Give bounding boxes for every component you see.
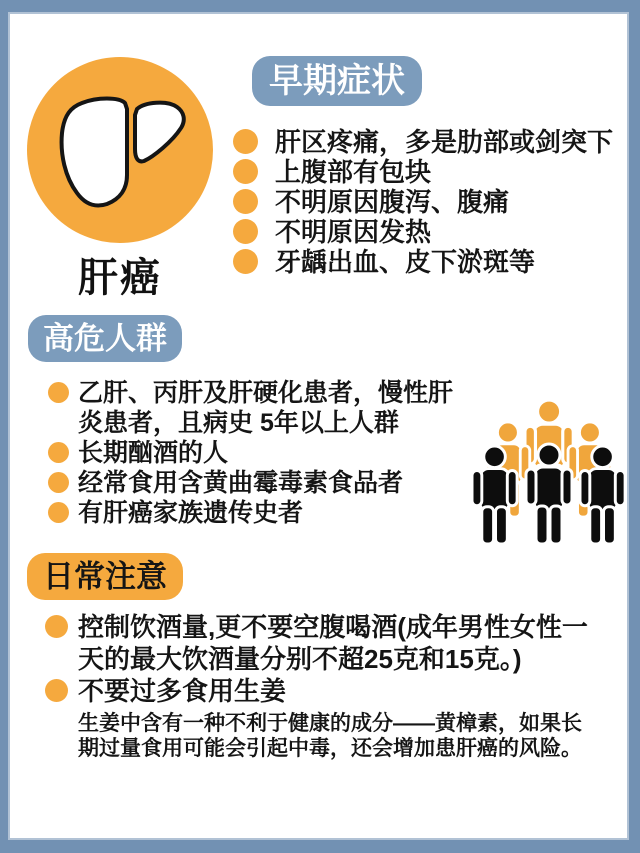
bullet-dot-icon [45,679,68,702]
daily-text: 不要过多食用生姜 [78,676,287,706]
list-item [233,187,627,217]
bullet-dot-icon [48,442,69,463]
symptom-text: 牙龋出血、皮下淤斑等 [275,247,536,277]
bullet-dot-icon [48,472,69,493]
list-item [233,127,627,157]
high-risk-badge: 高危人群 [28,315,182,362]
risk-text: 经常食用含黄曲霉毒素食品者 [78,469,404,497]
daily-text: 控制饮酒量,更不要空腹喝酒(成年男性女性一天的最大饮酒量分别不超25克和15克。) [78,612,588,674]
liver-icon [27,57,213,243]
list-item [45,675,605,761]
disease-title: 肝癌 [78,256,162,300]
bullet-dot-icon [233,219,258,244]
high-risk-list [48,378,468,528]
list-item [233,157,627,187]
infographic-card [10,14,627,838]
bullet-dot-icon [233,189,258,214]
bullet-dot-icon [48,382,69,403]
liver-badge-circle [27,57,213,243]
symptom-text: 肝区疼痛，多是肋部或剑突下 [275,127,614,157]
symptom-text: 不明原因腹泻、腹痛 [275,187,510,217]
list-item [48,378,468,438]
risk-text: 有肝癌家族遗传史者 [78,499,304,527]
list-item [45,611,605,675]
list-item [233,217,627,247]
risk-text: 乙肝、丙肝及肝硬化患者，慢性肝炎患者，且病史 5年以上人群 [78,379,454,437]
note-text: 生姜中含有一种不利于健康的成分——黄樟素，如果长期过量食用可能会引起中毒，还会增加患肝癌的风险。 [78,712,582,760]
crowd-icon [473,398,625,560]
symptom-text: 上腹部有包块 [275,157,432,187]
daily-care-badge: 日常注意 [27,553,183,600]
list-item [48,468,468,498]
bullet-dot-icon [48,502,69,523]
early-symptoms-badge: 早期症状 [252,56,422,106]
risk-text: 长期酗酒的人 [78,439,229,467]
symptom-text: 不明原因发热 [275,217,432,247]
list-item [48,498,468,528]
symptoms-list [233,127,627,277]
bullet-dot-icon [45,615,68,638]
list-item [233,247,627,277]
daily-care-list [45,611,605,761]
bullet-dot-icon [233,159,258,184]
bullet-dot-icon [233,249,258,274]
bullet-dot-icon [233,129,258,154]
list-item [48,438,468,468]
